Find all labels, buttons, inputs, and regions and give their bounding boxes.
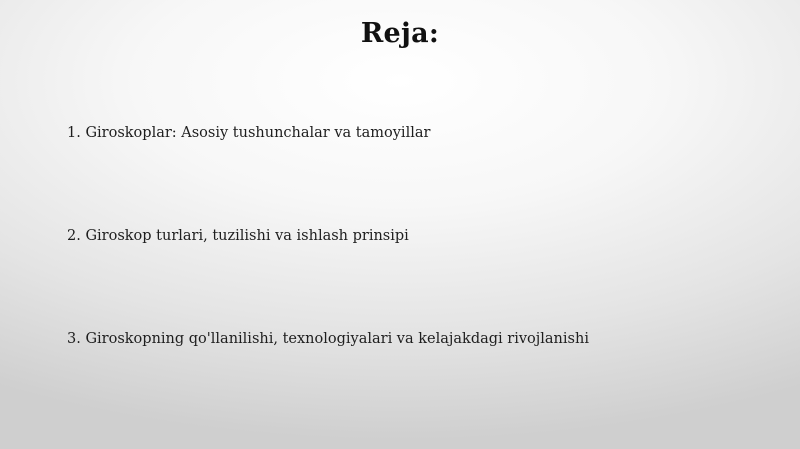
slide-title: Reja:	[360, 18, 440, 49]
plan-item-1: 1. Giroskoplar: Asosiy tushunchalar va tamoyillar	[67, 125, 431, 141]
plan-item-3: 3. Giroskopning qo'llanilishi, texnologiyalari va kelajakdagi rivojlanishi	[67, 331, 589, 347]
plan-item-2: 2. Giroskop turlari, tuzilishi va ishlash prinsipi	[67, 228, 409, 244]
